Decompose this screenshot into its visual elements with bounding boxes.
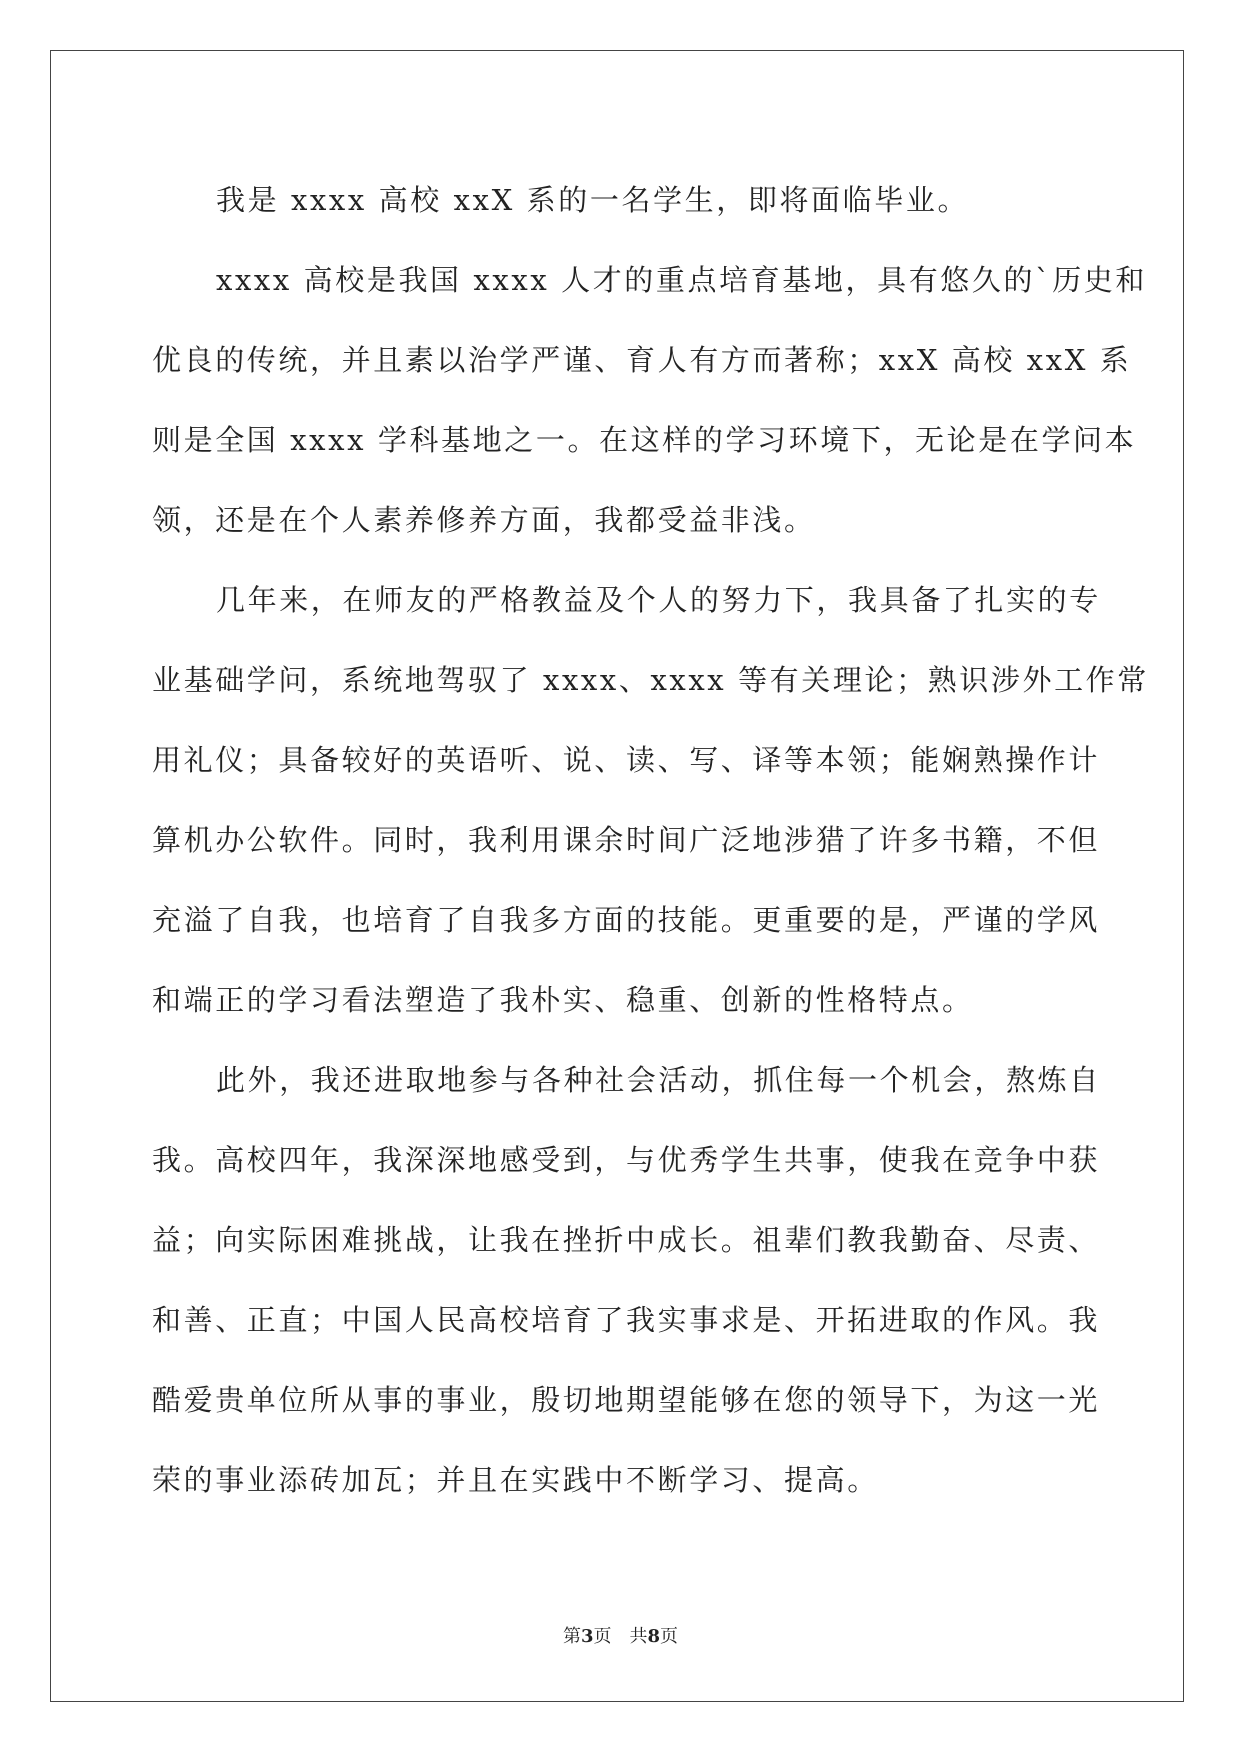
page-footer bbox=[0, 1622, 1241, 1648]
total-pages-number: 8 bbox=[647, 1626, 661, 1647]
text-line: 几年来，在师友的严格教益及个人的努力下，我具备了扎实的专 bbox=[216, 583, 1101, 617]
current-page-number: 3 bbox=[580, 1626, 594, 1647]
document-body bbox=[152, 160, 1149, 1520]
text-line: 用礼仪；具备较好的英语听、说、读、写、译等本领；能娴熟操作计 bbox=[152, 743, 1101, 777]
text-line: 我是 xxxx 高校 xxX 系的一名学生，即将面临毕业。 bbox=[216, 183, 970, 217]
text-line: 和端正的学习看法塑造了我朴实、稳重、创新的性格特点。 bbox=[152, 983, 974, 1017]
text-line: 我。高校四年，我深深地感受到，与优秀学生共事，使我在竞争中获 bbox=[152, 1143, 1101, 1177]
text-line: 和善、正直；中国人民高校培育了我实事求是、开拓进取的作风。我 bbox=[152, 1303, 1101, 1337]
text-line: 充溢了自我，也培育了自我多方面的技能。更重要的是，严谨的学风 bbox=[152, 903, 1101, 937]
footer-mid: 页 共 bbox=[593, 1626, 648, 1647]
paragraph bbox=[152, 240, 1147, 560]
text-line: 算机办公软件。同时，我利用课余时间广泛地涉猎了许多书籍，不但 bbox=[152, 823, 1101, 857]
text-line: 酷爱贵单位所从事的事业，殷切地期望能够在您的领导下，为这一光 bbox=[152, 1383, 1101, 1417]
text-line: xxxx 高校是我国 xxxx 人才的重点培育基地，具有悠久的`历史和 bbox=[216, 263, 1147, 297]
text-line: 荣的事业添砖加瓦；并且在实践中不断学习、提高。 bbox=[152, 1463, 879, 1497]
footer-suffix: 页 bbox=[660, 1626, 679, 1647]
paragraph bbox=[152, 1040, 1101, 1520]
footer-prefix: 第 bbox=[562, 1626, 581, 1647]
text-line: 益；向实际困难挑战，让我在挫折中成长。祖辈们教我勤奋、尽责、 bbox=[152, 1223, 1101, 1257]
text-line: 领，还是在个人素养修养方面，我都受益非浅。 bbox=[152, 503, 816, 537]
paragraph bbox=[152, 560, 1149, 1040]
text-line: 优良的传统，并且素以治学严谨、育人有方而著称；xxX 高校 xxX 系 bbox=[152, 343, 1132, 377]
paragraph bbox=[152, 160, 1082, 240]
text-line: 此外，我还进取地参与各种社会活动，抓住每一个机会，熬炼自 bbox=[216, 1063, 1101, 1097]
text-line: 则是全国 xxxx 学科基地之一。在这样的学习环境下，无论是在学问本 bbox=[152, 423, 1137, 457]
text-line: 业基础学问，系统地驾驭了 xxxx、xxxx 等有关理论；熟识涉外工作常 bbox=[152, 663, 1149, 697]
